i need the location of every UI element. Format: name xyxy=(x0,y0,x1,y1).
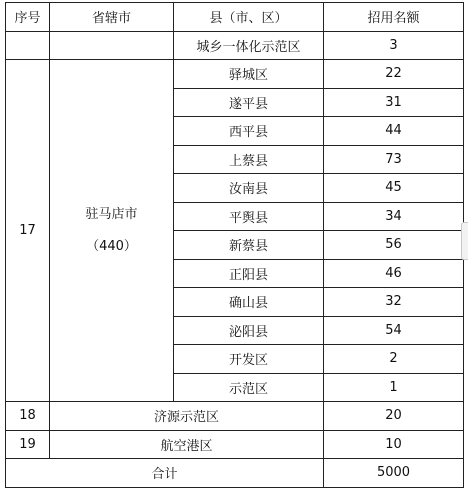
table-row xyxy=(6,31,464,60)
county-cell: 平舆县 xyxy=(174,202,324,231)
county-cell: 开发区 xyxy=(174,345,324,374)
quota-cell: 31 xyxy=(324,88,464,117)
county-cell: 驿城区 xyxy=(174,60,324,89)
quota-table xyxy=(5,2,464,488)
table-row xyxy=(6,402,464,431)
seq-cell xyxy=(6,31,50,60)
county-cell: 正阳县 xyxy=(174,259,324,288)
quota-cell: 73 xyxy=(324,145,464,174)
county-cell: 新蔡县 xyxy=(174,231,324,260)
city-cell xyxy=(50,31,174,60)
quota-cell: 20 xyxy=(324,402,464,431)
quota-cell: 1 xyxy=(324,373,464,402)
quota-cell: 34 xyxy=(324,202,464,231)
quota-cell: 32 xyxy=(324,288,464,317)
group-seq-cell: 17 xyxy=(6,60,50,402)
table-row xyxy=(6,60,464,89)
total-quota: 5000 xyxy=(324,459,464,488)
header-county: 县（市、区） xyxy=(174,3,324,32)
table-row xyxy=(6,430,464,459)
quota-cell: 10 xyxy=(324,430,464,459)
county-cell: 确山县 xyxy=(174,288,324,317)
county-cell: 西平县 xyxy=(174,117,324,146)
quota-cell: 45 xyxy=(324,174,464,203)
quota-cell: 54 xyxy=(324,316,464,345)
header-city: 省辖市 xyxy=(50,3,174,32)
quota-cell: 3 xyxy=(324,31,464,60)
city-total: （440） xyxy=(86,238,137,254)
seq-cell: 18 xyxy=(6,402,50,431)
quota-cell: 44 xyxy=(324,117,464,146)
city-name: 驻马店市 xyxy=(85,206,138,222)
quota-cell: 2 xyxy=(324,345,464,374)
quota-cell: 22 xyxy=(324,60,464,89)
total-label: 合计 xyxy=(6,459,324,488)
seq-cell: 19 xyxy=(6,430,50,459)
area-cell: 航空港区 xyxy=(50,430,324,459)
quota-cell: 56 xyxy=(324,231,464,260)
header-row xyxy=(6,3,464,32)
county-cell: 示范区 xyxy=(174,373,324,402)
quota-cell: 46 xyxy=(324,259,464,288)
county-cell: 城乡一体化示范区 xyxy=(174,31,324,60)
group-city-cell xyxy=(50,60,174,402)
area-cell: 济源示范区 xyxy=(50,402,324,431)
county-cell: 上蔡县 xyxy=(174,145,324,174)
county-cell: 遂平县 xyxy=(174,88,324,117)
header-quota: 招用名额 xyxy=(324,3,464,32)
side-scroll-handle[interactable] xyxy=(461,222,468,260)
county-cell: 泌阳县 xyxy=(174,316,324,345)
county-cell: 汝南县 xyxy=(174,174,324,203)
header-seq: 序号 xyxy=(6,3,50,32)
total-row xyxy=(6,459,464,488)
